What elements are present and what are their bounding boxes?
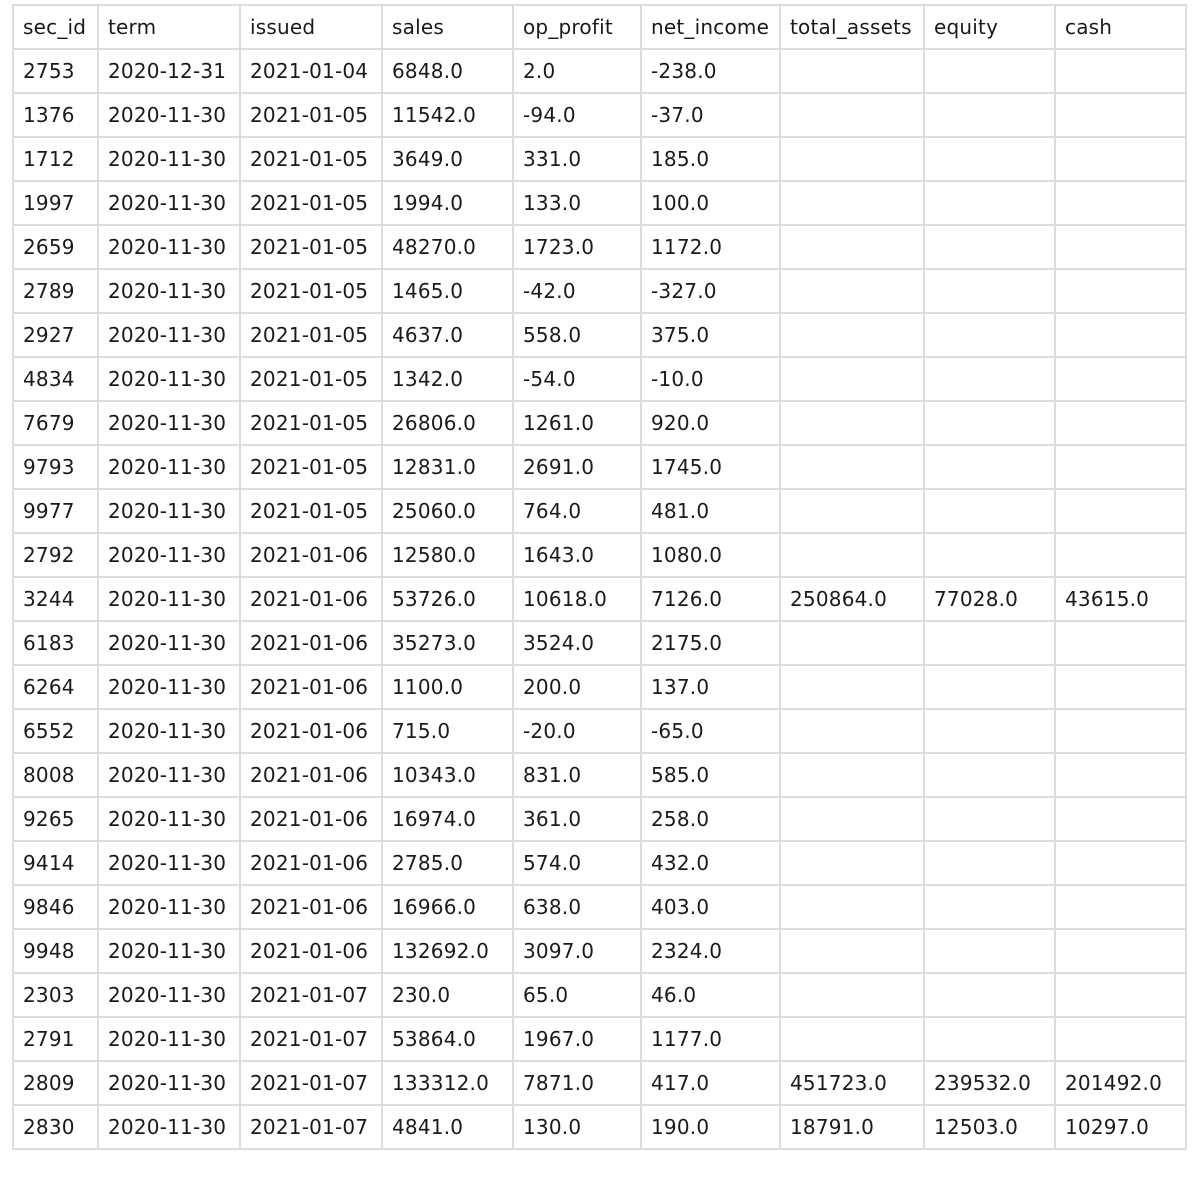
- table-cell-op-profit: 130.0: [513, 1105, 641, 1149]
- table-cell-issued: 2021-01-04: [240, 49, 382, 93]
- column-header-issued: issued: [240, 5, 382, 49]
- table-cell-sales: 6848.0: [382, 49, 513, 93]
- table-row: [13, 1105, 1186, 1149]
- table-cell-equity: [924, 401, 1055, 445]
- table-cell-cash: [1055, 841, 1186, 885]
- table-cell-sec-id: 6552: [13, 709, 98, 753]
- table-cell-cash: 201492.0: [1055, 1061, 1186, 1105]
- table-cell-sales: 3649.0: [382, 137, 513, 181]
- table-cell-total-assets: [780, 885, 924, 929]
- table-cell-equity: [924, 973, 1055, 1017]
- table-cell-issued: 2021-01-06: [240, 709, 382, 753]
- table-body: [13, 49, 1186, 1149]
- column-header-equity: equity: [924, 5, 1055, 49]
- table-cell-sec-id: 2791: [13, 1017, 98, 1061]
- table-row: [13, 137, 1186, 181]
- table-cell-cash: [1055, 137, 1186, 181]
- table-cell-issued: 2021-01-05: [240, 313, 382, 357]
- table-cell-term: 2020-11-30: [98, 797, 240, 841]
- table-cell-total-assets: [780, 269, 924, 313]
- table-cell-sales: 12580.0: [382, 533, 513, 577]
- table-cell-total-assets: 451723.0: [780, 1061, 924, 1105]
- table-cell-cash: [1055, 753, 1186, 797]
- table-cell-equity: [924, 621, 1055, 665]
- table-row: [13, 357, 1186, 401]
- table-cell-total-assets: [780, 753, 924, 797]
- table-cell-term: 2020-11-30: [98, 709, 240, 753]
- table-cell-sales: 53864.0: [382, 1017, 513, 1061]
- table-cell-sec-id: 2789: [13, 269, 98, 313]
- table-cell-op-profit: 7871.0: [513, 1061, 641, 1105]
- table-cell-term: 2020-11-30: [98, 929, 240, 973]
- table-cell-term: 2020-11-30: [98, 357, 240, 401]
- table-header: [13, 5, 1186, 49]
- table-cell-op-profit: 1643.0: [513, 533, 641, 577]
- table-cell-sec-id: 2753: [13, 49, 98, 93]
- table-cell-total-assets: [780, 357, 924, 401]
- table-cell-sec-id: 9948: [13, 929, 98, 973]
- table-row: [13, 533, 1186, 577]
- table-cell-net-income: -65.0: [641, 709, 780, 753]
- table-cell-op-profit: 831.0: [513, 753, 641, 797]
- table-cell-total-assets: 250864.0: [780, 577, 924, 621]
- table-cell-op-profit: 331.0: [513, 137, 641, 181]
- table-cell-equity: 77028.0: [924, 577, 1055, 621]
- table-cell-equity: [924, 533, 1055, 577]
- table-cell-equity: [924, 357, 1055, 401]
- table-cell-op-profit: 764.0: [513, 489, 641, 533]
- table-cell-total-assets: [780, 665, 924, 709]
- table-cell-net-income: 185.0: [641, 137, 780, 181]
- table-cell-sec-id: 2809: [13, 1061, 98, 1105]
- table-cell-sales: 12831.0: [382, 445, 513, 489]
- table-cell-net-income: -10.0: [641, 357, 780, 401]
- table-cell-op-profit: 361.0: [513, 797, 641, 841]
- table-row: [13, 929, 1186, 973]
- table-cell-total-assets: [780, 313, 924, 357]
- table-cell-total-assets: [780, 841, 924, 885]
- column-header-op-profit: op_profit: [513, 5, 641, 49]
- table-cell-sales: 4841.0: [382, 1105, 513, 1149]
- table-cell-net-income: 417.0: [641, 1061, 780, 1105]
- table-cell-total-assets: [780, 489, 924, 533]
- table-row: [13, 841, 1186, 885]
- table-cell-issued: 2021-01-05: [240, 445, 382, 489]
- table-cell-sales: 2785.0: [382, 841, 513, 885]
- table-cell-sales: 26806.0: [382, 401, 513, 445]
- table-cell-term: 2020-11-30: [98, 577, 240, 621]
- table-cell-cash: [1055, 445, 1186, 489]
- table-cell-term: 2020-11-30: [98, 885, 240, 929]
- table-cell-total-assets: [780, 93, 924, 137]
- table-cell-term: 2020-11-30: [98, 489, 240, 533]
- table-row: [13, 93, 1186, 137]
- table-cell-net-income: 7126.0: [641, 577, 780, 621]
- table-cell-sales: 35273.0: [382, 621, 513, 665]
- table-cell-total-assets: [780, 445, 924, 489]
- table-cell-cash: 10297.0: [1055, 1105, 1186, 1149]
- table-cell-cash: [1055, 357, 1186, 401]
- column-header-sec-id: sec_id: [13, 5, 98, 49]
- table-cell-issued: 2021-01-05: [240, 225, 382, 269]
- table-cell-op-profit: 638.0: [513, 885, 641, 929]
- table-cell-net-income: 2324.0: [641, 929, 780, 973]
- table-cell-term: 2020-11-30: [98, 1061, 240, 1105]
- table-cell-cash: [1055, 49, 1186, 93]
- table-row: [13, 753, 1186, 797]
- table-cell-op-profit: 3524.0: [513, 621, 641, 665]
- table-cell-issued: 2021-01-07: [240, 1017, 382, 1061]
- table-cell-issued: 2021-01-06: [240, 797, 382, 841]
- table-cell-sec-id: 3244: [13, 577, 98, 621]
- header-row: [13, 5, 1186, 49]
- table-cell-total-assets: [780, 181, 924, 225]
- table-cell-op-profit: 200.0: [513, 665, 641, 709]
- table-cell-issued: 2021-01-07: [240, 1105, 382, 1149]
- table-cell-net-income: 258.0: [641, 797, 780, 841]
- table-cell-cash: [1055, 665, 1186, 709]
- table-cell-op-profit: -94.0: [513, 93, 641, 137]
- table-cell-op-profit: 1967.0: [513, 1017, 641, 1061]
- table-cell-cash: [1055, 533, 1186, 577]
- table-cell-sec-id: 8008: [13, 753, 98, 797]
- table-cell-net-income: 432.0: [641, 841, 780, 885]
- table-cell-total-assets: [780, 797, 924, 841]
- table-row: [13, 885, 1186, 929]
- table-cell-total-assets: [780, 621, 924, 665]
- table-cell-total-assets: [780, 973, 924, 1017]
- table-cell-issued: 2021-01-06: [240, 885, 382, 929]
- table-cell-equity: [924, 709, 1055, 753]
- table-cell-total-assets: [780, 225, 924, 269]
- table-cell-sec-id: 1376: [13, 93, 98, 137]
- table-cell-sec-id: 7679: [13, 401, 98, 445]
- table-cell-op-profit: 65.0: [513, 973, 641, 1017]
- table-row: [13, 313, 1186, 357]
- table-cell-issued: 2021-01-07: [240, 973, 382, 1017]
- table-cell-op-profit: 2691.0: [513, 445, 641, 489]
- table-cell-net-income: 585.0: [641, 753, 780, 797]
- table-cell-cash: [1055, 181, 1186, 225]
- table-cell-sales: 133312.0: [382, 1061, 513, 1105]
- table-cell-term: 2020-11-30: [98, 1105, 240, 1149]
- table-cell-equity: [924, 885, 1055, 929]
- table-cell-total-assets: [780, 709, 924, 753]
- table-cell-total-assets: 18791.0: [780, 1105, 924, 1149]
- table-cell-net-income: 46.0: [641, 973, 780, 1017]
- table-cell-sales: 1342.0: [382, 357, 513, 401]
- column-header-sales: sales: [382, 5, 513, 49]
- table-cell-sec-id: 2659: [13, 225, 98, 269]
- table-row: [13, 1017, 1186, 1061]
- column-header-cash: cash: [1055, 5, 1186, 49]
- table-cell-sec-id: 6183: [13, 621, 98, 665]
- table-cell-sec-id: 6264: [13, 665, 98, 709]
- table-cell-equity: 12503.0: [924, 1105, 1055, 1149]
- table-cell-issued: 2021-01-06: [240, 577, 382, 621]
- table-cell-equity: [924, 797, 1055, 841]
- column-header-net-income: net_income: [641, 5, 780, 49]
- table-cell-equity: [924, 93, 1055, 137]
- table-cell-total-assets: [780, 929, 924, 973]
- table-cell-total-assets: [780, 533, 924, 577]
- table-cell-term: 2020-11-30: [98, 841, 240, 885]
- table-cell-sales: 16966.0: [382, 885, 513, 929]
- table-row: [13, 445, 1186, 489]
- table-cell-term: 2020-11-30: [98, 93, 240, 137]
- table-cell-net-income: 1080.0: [641, 533, 780, 577]
- table-cell-net-income: 375.0: [641, 313, 780, 357]
- table-cell-cash: [1055, 973, 1186, 1017]
- table-cell-equity: [924, 313, 1055, 357]
- table-row: [13, 621, 1186, 665]
- table-cell-sec-id: 1712: [13, 137, 98, 181]
- table-cell-cash: [1055, 313, 1186, 357]
- table-cell-cash: [1055, 621, 1186, 665]
- table-cell-sec-id: 2830: [13, 1105, 98, 1149]
- table-cell-issued: 2021-01-05: [240, 181, 382, 225]
- table-cell-total-assets: [780, 1017, 924, 1061]
- table-row: [13, 489, 1186, 533]
- table-cell-op-profit: 558.0: [513, 313, 641, 357]
- table-cell-term: 2020-11-30: [98, 269, 240, 313]
- table-cell-term: 2020-11-30: [98, 445, 240, 489]
- table-cell-net-income: 1177.0: [641, 1017, 780, 1061]
- table-cell-total-assets: [780, 49, 924, 93]
- table-cell-cash: [1055, 225, 1186, 269]
- table-cell-cash: [1055, 93, 1186, 137]
- table-cell-issued: 2021-01-06: [240, 665, 382, 709]
- table-cell-cash: [1055, 709, 1186, 753]
- table-cell-term: 2020-11-30: [98, 225, 240, 269]
- table-row: [13, 49, 1186, 93]
- table-cell-sec-id: 9414: [13, 841, 98, 885]
- table-row: [13, 401, 1186, 445]
- table-cell-sales: 132692.0: [382, 929, 513, 973]
- table-cell-issued: 2021-01-05: [240, 93, 382, 137]
- table-cell-sec-id: 1997: [13, 181, 98, 225]
- table-cell-equity: [924, 841, 1055, 885]
- table-cell-term: 2020-11-30: [98, 401, 240, 445]
- table-cell-sales: 10343.0: [382, 753, 513, 797]
- table-cell-issued: 2021-01-07: [240, 1061, 382, 1105]
- table-cell-sec-id: 2792: [13, 533, 98, 577]
- column-header-total-assets: total_assets: [780, 5, 924, 49]
- table-cell-sec-id: 9265: [13, 797, 98, 841]
- table-cell-cash: [1055, 885, 1186, 929]
- table-cell-issued: 2021-01-06: [240, 753, 382, 797]
- data-table: [12, 4, 1187, 1150]
- table-cell-sec-id: 4834: [13, 357, 98, 401]
- table-cell-op-profit: 133.0: [513, 181, 641, 225]
- table-cell-sales: 230.0: [382, 973, 513, 1017]
- table-cell-net-income: 920.0: [641, 401, 780, 445]
- table-cell-issued: 2021-01-05: [240, 269, 382, 313]
- table-cell-term: 2020-11-30: [98, 1017, 240, 1061]
- table-cell-equity: [924, 137, 1055, 181]
- table-cell-net-income: 100.0: [641, 181, 780, 225]
- table-cell-equity: [924, 753, 1055, 797]
- table-row: [13, 973, 1186, 1017]
- table-row: [13, 797, 1186, 841]
- table-cell-equity: [924, 929, 1055, 973]
- table-cell-op-profit: 10618.0: [513, 577, 641, 621]
- table-cell-net-income: 403.0: [641, 885, 780, 929]
- table-cell-sec-id: 9977: [13, 489, 98, 533]
- table-cell-term: 2020-11-30: [98, 313, 240, 357]
- table-row: [13, 181, 1186, 225]
- table-cell-equity: [924, 665, 1055, 709]
- table-cell-net-income: 190.0: [641, 1105, 780, 1149]
- table-cell-equity: [924, 269, 1055, 313]
- table-row: [13, 225, 1186, 269]
- data-table-container: [12, 4, 1187, 1150]
- table-cell-sec-id: 9846: [13, 885, 98, 929]
- table-cell-sales: 16974.0: [382, 797, 513, 841]
- table-cell-cash: 43615.0: [1055, 577, 1186, 621]
- table-cell-equity: [924, 445, 1055, 489]
- table-cell-equity: [924, 49, 1055, 93]
- table-cell-equity: [924, 181, 1055, 225]
- table-cell-term: 2020-11-30: [98, 665, 240, 709]
- table-cell-issued: 2021-01-06: [240, 841, 382, 885]
- table-cell-sales: 25060.0: [382, 489, 513, 533]
- table-cell-equity: 239532.0: [924, 1061, 1055, 1105]
- table-cell-sec-id: 9793: [13, 445, 98, 489]
- table-cell-equity: [924, 1017, 1055, 1061]
- table-cell-op-profit: 1723.0: [513, 225, 641, 269]
- table-row: [13, 577, 1186, 621]
- table-cell-net-income: -327.0: [641, 269, 780, 313]
- table-cell-term: 2020-11-30: [98, 621, 240, 665]
- table-cell-term: 2020-12-31: [98, 49, 240, 93]
- table-cell-op-profit: 3097.0: [513, 929, 641, 973]
- table-row: [13, 269, 1186, 313]
- table-cell-op-profit: -42.0: [513, 269, 641, 313]
- table-row: [13, 1061, 1186, 1105]
- table-cell-net-income: 1172.0: [641, 225, 780, 269]
- table-cell-term: 2020-11-30: [98, 181, 240, 225]
- table-cell-term: 2020-11-30: [98, 137, 240, 181]
- table-cell-sales: 715.0: [382, 709, 513, 753]
- table-cell-sales: 4637.0: [382, 313, 513, 357]
- table-cell-issued: 2021-01-06: [240, 929, 382, 973]
- table-cell-sales: 1100.0: [382, 665, 513, 709]
- table-cell-net-income: 481.0: [641, 489, 780, 533]
- table-cell-total-assets: [780, 401, 924, 445]
- table-cell-term: 2020-11-30: [98, 753, 240, 797]
- table-cell-net-income: -238.0: [641, 49, 780, 93]
- table-cell-issued: 2021-01-06: [240, 533, 382, 577]
- table-cell-issued: 2021-01-06: [240, 621, 382, 665]
- table-cell-net-income: 137.0: [641, 665, 780, 709]
- table-cell-cash: [1055, 489, 1186, 533]
- table-cell-sales: 11542.0: [382, 93, 513, 137]
- table-cell-sec-id: 2303: [13, 973, 98, 1017]
- table-row: [13, 709, 1186, 753]
- table-cell-sales: 1465.0: [382, 269, 513, 313]
- table-cell-net-income: 1745.0: [641, 445, 780, 489]
- table-cell-equity: [924, 489, 1055, 533]
- table-cell-cash: [1055, 929, 1186, 973]
- table-cell-term: 2020-11-30: [98, 533, 240, 577]
- table-cell-cash: [1055, 269, 1186, 313]
- table-cell-sales: 1994.0: [382, 181, 513, 225]
- table-cell-equity: [924, 225, 1055, 269]
- table-cell-cash: [1055, 797, 1186, 841]
- table-cell-op-profit: 1261.0: [513, 401, 641, 445]
- table-cell-op-profit: 574.0: [513, 841, 641, 885]
- table-cell-total-assets: [780, 137, 924, 181]
- table-row: [13, 665, 1186, 709]
- column-header-term: term: [98, 5, 240, 49]
- table-cell-op-profit: -20.0: [513, 709, 641, 753]
- table-cell-cash: [1055, 1017, 1186, 1061]
- table-cell-sales: 53726.0: [382, 577, 513, 621]
- table-cell-issued: 2021-01-05: [240, 489, 382, 533]
- table-cell-term: 2020-11-30: [98, 973, 240, 1017]
- table-cell-issued: 2021-01-05: [240, 357, 382, 401]
- table-cell-sales: 48270.0: [382, 225, 513, 269]
- table-cell-sec-id: 2927: [13, 313, 98, 357]
- table-cell-net-income: -37.0: [641, 93, 780, 137]
- table-cell-issued: 2021-01-05: [240, 137, 382, 181]
- table-cell-net-income: 2175.0: [641, 621, 780, 665]
- table-cell-op-profit: 2.0: [513, 49, 641, 93]
- table-cell-issued: 2021-01-05: [240, 401, 382, 445]
- table-cell-cash: [1055, 401, 1186, 445]
- table-cell-op-profit: -54.0: [513, 357, 641, 401]
